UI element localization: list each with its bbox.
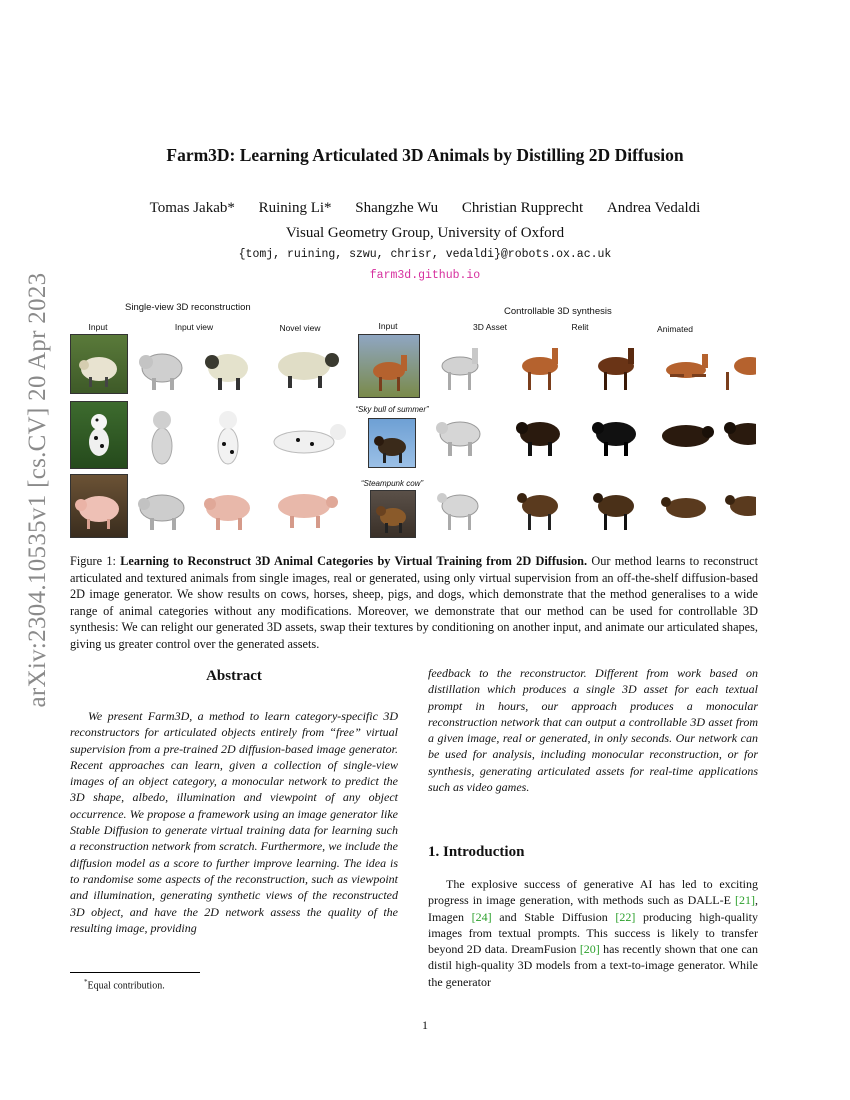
horse-photo-image	[359, 335, 419, 397]
sheep-photo-image	[71, 335, 127, 393]
intro-text: , Imagen	[428, 893, 758, 924]
prompt-sky-bull: “Sky bull of summer”	[355, 405, 429, 414]
author: Tomas Jakab*	[149, 200, 235, 216]
steampunk-cow-photo-image	[371, 491, 415, 537]
author: Shangzhe Wu	[355, 200, 439, 216]
paper-title: Farm3D: Learning Articulated 3D Animals by Distilling 2D Diffusion	[166, 145, 684, 165]
intro-heading: 1. Introduction	[428, 844, 525, 860]
column-label: 3D Asset	[472, 322, 508, 332]
input-photo-bull	[368, 418, 416, 468]
column-label: Input	[378, 321, 398, 331]
author: Andrea Vedaldi	[606, 200, 701, 216]
input-photo-pig	[70, 474, 128, 538]
pig-row	[138, 494, 338, 530]
abstract-body: We present Farm3D, a method to learn category-specific 3D reconstructors for articulated objects entirely from “free” virtual supervision from a pre-trained 2D diffusion-based image generator. Recent approaches can learn, given a collection of single-view images of an object category, a monocular network to predict the 3D shape, albedo, illumination and viewpoint of any object occurrence. We propose a framework using an image generator like Stable Diffusion to generate virtual training data for learning such a reconstruction network from scratch. Furthermore, we include the diffusion model as a score to further improve learning. The idea is to randomise some aspects of the reconstruction, such as viewpoint and illumination, generating synthetic views of the reconstructed 3D object, and have the 2D network assess the quality of the resulting image, providing	[70, 709, 398, 935]
column-label: Animated	[657, 324, 693, 334]
abstract-continued: feedback to the reconstructor. Different from work based on distillation which produces a single 3D asset for each textual prompt in hours, our approach produces a monocular reconstruction network that can output a controllable 3D asset from a given image, real or generated, in only seconds. Our network can be used for analysis, including monocular reconstruction, or for synthesis, generating articulated assets for real-time applications such as video games.	[428, 666, 758, 795]
author: Ruining Li*	[258, 200, 332, 216]
bull-row	[436, 422, 756, 456]
column-label: Novel view	[279, 323, 321, 333]
citation-link[interactable]: [21]	[735, 893, 755, 908]
input-photo-horse	[358, 334, 420, 398]
pig-photo-image	[71, 475, 127, 537]
caption-text: Our method learns to reconstruct articulated and textured animals from single images, real or generated, using only virtual supervision from an off-the-shelf diffusion-based 2D image generator. We show results on cows, horses, sheep, pigs, and dogs, which demonstrate that the method generalises to a wide range of animal categories without any modifications. Moreover, we demonstrate that our method can be used for controllable 3D synthesis: We can relight our generated 3D assets, swap their textures by conditioning on another input, and animate our articulated shapes, giving us greater control over the generated assets.	[70, 554, 759, 651]
footnote	[84, 978, 165, 991]
affiliation: Visual Geometry Group, University of Oxford	[285, 225, 565, 241]
figure-caption	[70, 553, 758, 652]
bull-photo-image	[369, 419, 415, 467]
prompt-steampunk-cow: “Steampunk cow”	[360, 479, 424, 488]
page-number: 1	[422, 1018, 428, 1032]
project-link[interactable]: farm3d.github.io	[369, 269, 481, 282]
intro-text: has recently shown that one can distil high-quality 3D models from a text-to-image generator. While the generator	[428, 942, 759, 989]
sheep-row	[139, 352, 339, 390]
author: Christian Rupprecht	[461, 200, 584, 216]
steampunk-cow-row	[437, 493, 756, 530]
input-photo-sheep	[70, 334, 128, 394]
arxiv-stamp	[8, 272, 68, 708]
column-label: Input view	[174, 322, 214, 332]
author-list	[0, 200, 850, 217]
intro-text: producing high-quality images from textual prompts. This success is likely to transfer beyond 2D data. DreamFusion	[428, 909, 758, 957]
author-emails: {tomj, ruining, szwu, chrisr, vedaldi}@robots.ox.ac.uk	[238, 248, 612, 261]
column-label: Input	[88, 322, 108, 332]
horse-row	[442, 348, 756, 390]
right-section-label: Controllable 3D synthesis	[504, 306, 612, 317]
synthesis-renders	[430, 336, 756, 541]
intro-text: The explosive success of generative AI has led to exciting progress in image generation, with methods such as DALL-E	[428, 877, 758, 908]
footnote-text: Equal contribution.	[87, 980, 165, 992]
caption-label: Figure 1:	[70, 554, 116, 568]
footnote-mark: *	[84, 978, 88, 986]
abstract-heading: Abstract	[206, 668, 262, 684]
arxiv-id: arXiv:2304.10535v1 [cs.CV] 20 Apr 2023	[24, 272, 51, 708]
intro-body	[428, 876, 758, 990]
input-photo-steampunk-cow	[370, 490, 416, 538]
left-section-label: Single-view 3D reconstruction	[125, 302, 251, 313]
footnote-rule	[70, 972, 200, 973]
input-photo-dog	[70, 401, 128, 469]
citation-link[interactable]: [22]	[615, 909, 636, 924]
citation-link[interactable]: [20]	[579, 942, 600, 957]
figure-1	[68, 298, 758, 543]
dog-photo-image	[71, 402, 127, 468]
citation-link[interactable]: [24]	[471, 909, 492, 924]
caption-bold: Learning to Reconstruct 3D Animal Categories by Virtual Training from 2D Diffusion.	[120, 554, 588, 568]
column-label: Relit	[571, 322, 589, 332]
intro-text: and Stable Diffusion	[491, 909, 616, 924]
dog-row	[152, 411, 346, 464]
